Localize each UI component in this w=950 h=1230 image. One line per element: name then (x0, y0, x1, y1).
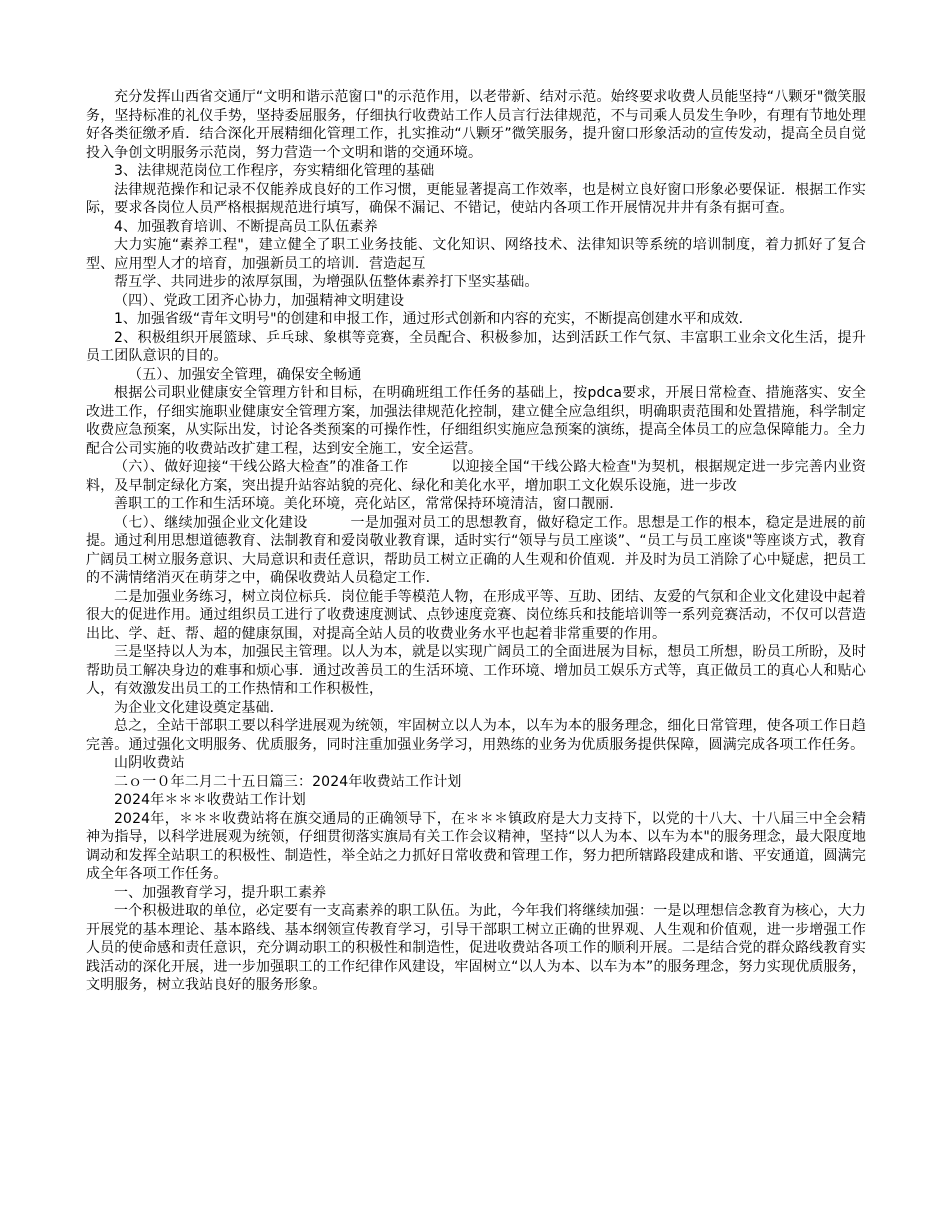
section-heading: （四）、党政工团齐心协力，加强精神文明建设 (114, 292, 405, 309)
section-heading: 4、加强教育培训、不断提高员工队伍素养 (114, 218, 378, 235)
paragraph: 为企业文化建设奠定基础． (114, 699, 284, 716)
paragraph: 1、加强省级“青年文明号"的创建和申报工作，通过形式创新和内容的充实，不断提高创建水平和成效． (114, 311, 753, 327)
section-heading: 3、法律规范岗位工作程序，夯实精细化管理的基础 (114, 163, 435, 179)
paragraph: 帮互学、共同进步的浓厚氛围，为增强队伍整体素养打下坚实基础。 (114, 274, 539, 290)
paragraph: 二是加强业务练习，树立岗位标兵．岗位能手等模范人物，在形成平等、互助、团结、友爱的气氛和企业文化建设中起着很大的促进作用。通过组织员工进行了收费速度测试、点钞速度竞赛、岗位练兵和技能培训等一系列竞赛活动，不仅可以营造出比、学、赶、帮、超的健康氛围，对提高全站人员的收费业务水平也起着非常重要的作用。 (86, 588, 866, 642)
paragraph: 总之，全站干部职工要以科学进展观为统领，牢固树立以人为本，以车为本的服务理念，细化日常管理，使各项工作日趋完善。通过强化文明服务、优质服务，同时注重加强业务学习，用熟练的业务为优质服务提供保障，圆满完成各项工作任务。 (86, 718, 866, 753)
paragraph: 根据公司职业健康安全管理方针和目标，在明确班组工作任务的基础上，按pdca要求，开展日常检查、措施落实、安全改进工作，仔细实施职业健康安全管理方案，加强法律规范化控制，建立健全应急组织，明确职责范围和处置措施，科学制定收费应急预案，从实际出发，讨论各类预案的可操作性，仔细组织实施应急预案的演练，提高全体员工的应急保障能力。全力配合公司实施的收费站改扩建工程，达到安全施工，安全运营。 (86, 385, 866, 457)
signature-line: 山阴收费站 (114, 755, 185, 771)
paragraph: 法律规范操作和记录不仅能养成良好的工作习惯，更能显著提高工作效率，也是树立良好窗口形象必要保证．根据工作实际，要求各岗位人员严格根据规范进行填写，确保不漏记、不错记，使站内各项工作开展情况井井有条有据可查。 (86, 181, 866, 216)
paragraph: 2024年，＊＊＊收费站将在旗交通局的正确领导下，在＊＊＊镇政府是大力支持下，以党的十八大、十八届三中全会精神为指导，以科学进展观为统领，仔细贯彻落实旗局有关工作会议精神，坚持“以人为本、以车为本"的服务理念，最大限度地调动和发挥全站职工的积极性、制造性，举全站之力抓好日常收费和管理工作，努力把所辖路段建成和谐、平安通道，圆满完成全年各项工作任务。 (86, 810, 866, 882)
paragraph: （六）、做好迎接“干线公路大检查”的准备工作 以迎接全国“干线公路大检查"为契机，根据规定进一步完善内业资料，及早制定绿化方案，突出提升站容站貌的亮化、绿化和美化水平，增加职工文化娱乐设施，进一步改 (86, 459, 866, 494)
document-body (86, 88, 866, 995)
section-heading: 一、加强教育学习，提升职工素养 (114, 884, 327, 901)
paragraph: 善职工的工作和生活环境。美化环境，亮化站区，常常保持环境清洁，窗口靓丽． (114, 496, 624, 512)
paragraph: 2、积极组织开展篮球、乒乓球、象棋等竞赛，全员配合、积极参加，达到活跃工作气氛、丰富职工业余文化生活，提升员工团队意识的目的。 (86, 329, 866, 364)
date-line: 二ｏ一０年二月二十五日篇三：2024年收费站工作计划 (114, 773, 462, 790)
paragraph: 三是坚持以人为本，加强民主管理。以人为本，就是以实现广阔员工的全面进展为目标，想员工所想，盼员工所盼，及时帮助员工解决身边的难事和烦心事．通过改善员工的生活环境、工作环境、增加员工娱乐方式等，真正做员工的真心人和贴心人，有效激发出员工的工作热情和工作积极性， (86, 644, 866, 697)
paragraph: （七）、继续加强企业文化建设 一是加强对员工的思想教育，做好稳定工作。思想是工作的根本，稳定是进展的前提。通过利用思想道德教育、法制教育和爱岗敬业教育课，适时实行“领导与员工座谈”、“员工与员工座谈"等座谈方式，教育广阔员工树立服务意识、大局意识和责任意识，帮助员工树立正确的人生观和价值观．并及时为员工消除了心中疑虑，把员工的不满情绪消灭在萌芽之中，确保收费站人员稳定工作． (86, 514, 866, 586)
paragraph: 大力实施“素养工程"，建立健全了职工业务技能、文化知识、网络技术、法律知识等系统的培训制度，着力抓好了复合型、应用型人才的培育，加强新员工的培训．营造起互 (86, 237, 866, 272)
paragraph: 一个积极进取的单位，必定要有一支高素养的职工队伍。为此，今年我们将继续加强：一是以理想信念教育为核心，大力开展党的基本理论、基本路线、基本纲领宣传教育学习，引导干部职工树立正确的世界观、人生观和价值观，进一步增强工作人员的使命感和责任意识，充分调动职工的积极性和制造性，促进收费站各项工作的顺利开展。二是结合党的群众路线教育实践活动的深化开展，进一步加强职工的工作纪律作风建设，牢固树立“以人为本、以车为本”的服务理念，努力实现优质服务，文明服务，树立我站良好的服务形象。 (86, 903, 866, 993)
paragraph: 充分发挥山西省交通厅“文明和谐示范窗口"的示范作用，以老带新、结对示范。始终要求收费人员能坚持“八颗牙"微笑服务，坚持标准的礼仪手势，坚持委屈服务，仔细执行收费站工作人员言行法律规范，不与司乘人员发生争吵，有理有节地处理好各类征缴矛盾．结合深化开展精细化管理工作，扎实推动“八颗牙”微笑服务，提升窗口形象活动的宣传发动，提高全员自觉投入争创文明服务示范岗，努力营造一个文明和谐的交通环境。 (86, 89, 866, 161)
document-title: 2024年＊＊＊收费站工作计划 (114, 792, 306, 808)
section-heading: （五）、加强安全管理，确保安全畅通 (128, 366, 362, 383)
